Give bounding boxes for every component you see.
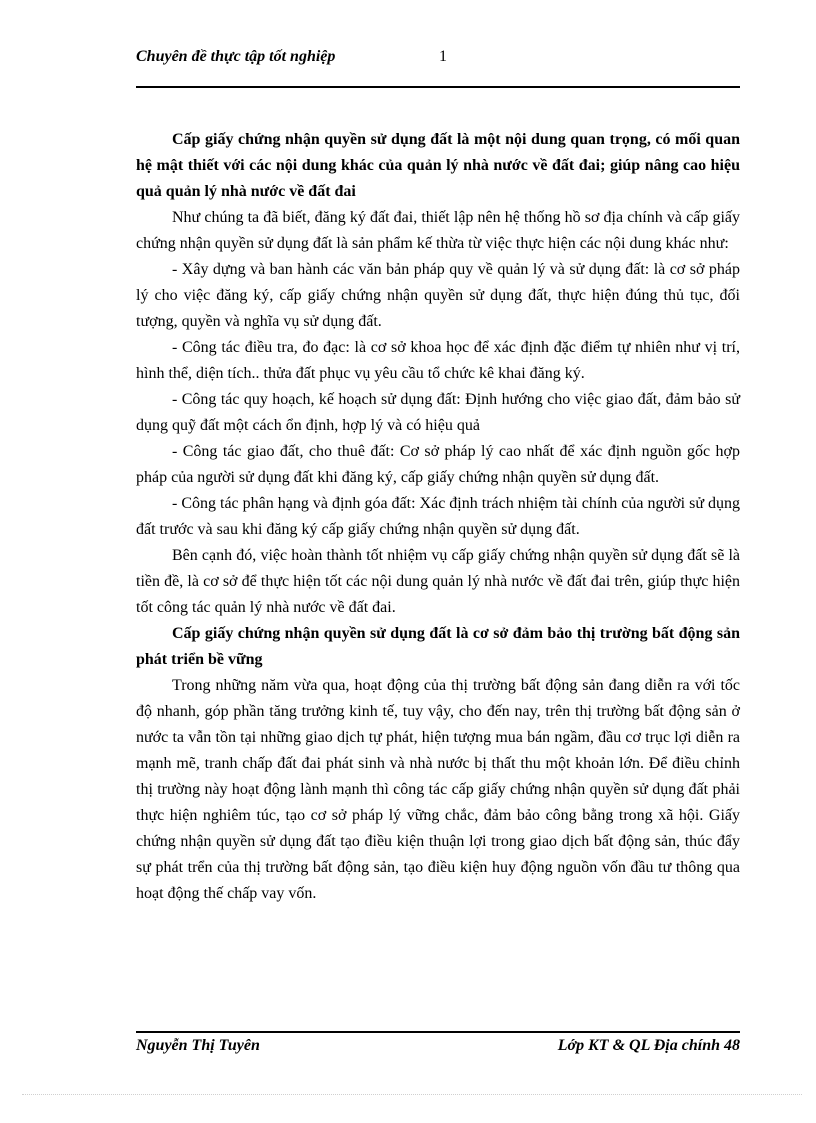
list-item: - Công tác điều tra, đo đạc: là cơ sở khoa học để xác định đặc điểm tự nhiên như vị trí, hình thể, diện tích.. thửa đất phục vụ yêu cầu tổ chức kê khai đăng ký. [136,339,740,382]
list-item: - Công tác phân hạng và định góa đất: Xác định trách nhiệm tài chính của người sử dụng đất trước và sau khi đăng ký cấp giấy chứng nhận quyền sử dụng đất. [136,495,740,538]
header-rule [136,86,740,88]
document-title: Chuyên đề thực tập tốt nghiệp [136,48,336,65]
body-paragraph: Trong những năm vừa qua, hoạt động của thị trường bất động sản đang diễn ra với tốc độ nhanh, góp phần tăng trưởng kinh tế, tuy vậy, cho đến nay, trên thị trường bất động sản ở nước ta vẫn tồn tại những giao dịch tự phát, hiện tượng mua bán ngầm, đầu cơ trục lợi diễn ra mạnh mẽ, tranh chấp đất đai phát sinh và nhà nước bị thất thu một khoản lớn. Để điều chỉnh thị trường này hoạt động lành mạnh thì công tác cấp giấy chứng nhận quyền sử dụng đất phải thực hiện nghiêm túc, tạo cơ sở pháp lý vững chắc, đảm bảo công bằng trong xã hội. Giấy chứng nhận quyền sử dụng đất tạo điều kiện thuận lợi trong giao dịch bất động sản, thúc đẩy sự phát trển của thị trường bất động sản, tạo điều kiện huy động nguồn vốn đầu tư thông qua hoạt động thế chấp vay vốn. [136,677,740,902]
footer-rule [136,1031,740,1033]
section-heading: Cấp giấy chứng nhận quyền sử dụng đất là cơ sở đảm bảo thị trường bất động sản phát triển bề vững [136,625,740,668]
page-edge-divider [22,1094,802,1095]
section-heading: Cấp giấy chứng nhận quyền sử dụng đất là một nội dung quan trọng, có mối quan hệ mật thiết với các nội dung khác của quản lý nhà nước về đất đai; giúp nâng cao hiệu quả quản lý nhà nước về đất đai [136,131,740,200]
page-number: 1 [439,48,447,65]
list-item: - Xây dựng và ban hành các văn bản pháp quy về quản lý và sử dụng đất: là cơ sở pháp lý cho việc đăng ký, cấp giấy chứng nhận quyền sử dụng đất, thực hiện đúng thủ tục, đối tượng, quyền và nghĩa vụ sử dụng đất. [136,261,740,330]
class-name: Lớp KT & QL Địa chính 48 [557,1037,740,1054]
author-name: Nguyễn Thị Tuyên [136,1037,260,1054]
body-paragraph: Bên cạnh đó, việc hoàn thành tốt nhiệm vụ cấp giấy chứng nhận quyền sử dụng đất sẽ là tiền đề, là cơ sở để thực hiện tốt các nội dung quản lý nhà nước về đất đai trên, giúp thực hiện tốt công tác quản lý nhà nước về đất đai. [136,547,740,616]
page-footer [136,1037,740,1061]
list-item: - Công tác giao đất, cho thuê đất: Cơ sở pháp lý cao nhất để xác định nguồn gốc hợp pháp của người sử dụng đất khi đăng ký, cấp giấy chứng nhận quyền sử dụng đất. [136,443,740,486]
list-item: - Công tác quy hoạch, kế hoạch sử dụng đất: Định hướng cho việc giao đất, đảm bảo sử dụng quỹ đất một cách ổn định, hợp lý và có hiệu quả [136,391,740,434]
body-paragraph: Như chúng ta đã biết, đăng ký đất đai, thiết lập nên hệ thống hồ sơ địa chính và cấp giấy chứng nhận quyền sử dụng đất là sản phẩm kế thừa từ việc thực hiện các nội dung khác như: [136,209,740,252]
document-body [136,127,740,907]
page-header [136,48,740,72]
